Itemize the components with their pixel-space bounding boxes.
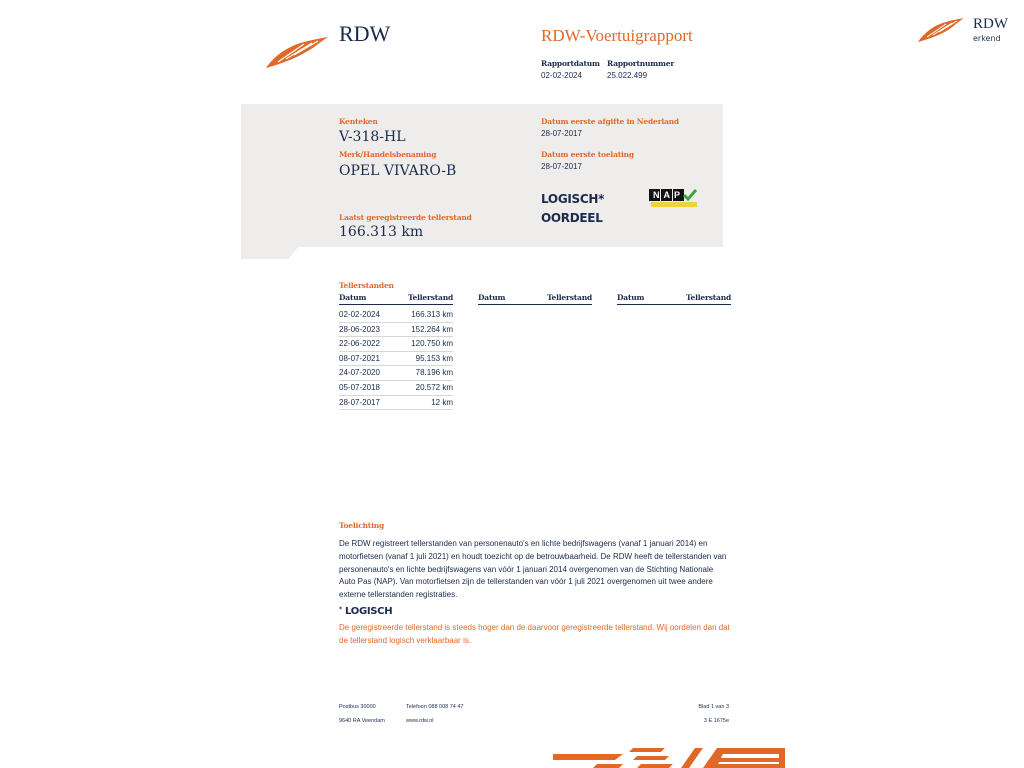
table-header bbox=[617, 293, 731, 305]
erkend-name: RDW bbox=[973, 16, 1008, 32]
logisch-star: * bbox=[339, 606, 342, 613]
stripes-graphic bbox=[553, 746, 785, 768]
report-title: RDW-Voertuigrapport bbox=[541, 26, 693, 45]
rdw-logo-text: RDW bbox=[339, 21, 391, 46]
erkend-sub: erkend bbox=[973, 34, 1001, 43]
oordeel-line2: OORDEEL bbox=[541, 211, 603, 225]
row-datum: 28-06-2023 bbox=[339, 324, 380, 334]
logisch-body: De geregistreerde tellerstand is steeds hoger dan de daarvoor geregistreerde tellerstand. Wij oordelen dan dat de tellerstand logisch verklaarbaar is. bbox=[339, 623, 730, 645]
footer-blad: Blad 1 van 3 bbox=[698, 704, 729, 710]
logisch-title: LOGISCH bbox=[345, 606, 393, 617]
row-tellerstand: 166.313 km bbox=[411, 310, 453, 319]
row-datum: 05-07-2018 bbox=[339, 382, 380, 392]
footer-website[interactable]: www.rdw.nl bbox=[406, 718, 434, 724]
toelichting-body: De RDW registreert tellerstanden van personenauto's en lichte bedrijfswagens (vanaf 1 januari 2014) en motorfietsen (vanaf 1 juli 2021) en houdt toezicht op de betrouwbaarheid. De RDW heeft de tellerstanden van personenauto's en lichte bedrijfswagens van vóór 1 januari 2014 overgenomen van de Stichting Nationale Auto Pas (NAP). Van motorfietsen zijn de tellerstanden van vóór 1 juli 2021 overgenomen uit twee andere externe tellerstanden registraties. bbox=[339, 539, 727, 600]
logisch-heading bbox=[339, 606, 392, 617]
merk-value: OPEL VIVARO-B bbox=[339, 163, 457, 179]
tellerstanden-table-1 bbox=[339, 293, 453, 410]
toelating-label: Datum eerste toelating bbox=[541, 150, 634, 159]
rapportnummer-value: 25.022.499 bbox=[607, 71, 648, 80]
row-tellerstand: 12 km bbox=[431, 397, 453, 407]
laatst-label: Laatst geregistreerde tellerstand bbox=[339, 213, 472, 222]
row-datum: 02-02-2024 bbox=[339, 310, 380, 319]
col-datum: Datum bbox=[478, 293, 506, 302]
tellerstanden-table-3 bbox=[617, 293, 731, 305]
footer-code: 3 E 1675e bbox=[703, 718, 729, 724]
row-tellerstand: 78.196 km bbox=[415, 368, 453, 378]
kenteken-value: V-318-HL bbox=[339, 129, 406, 145]
table-row bbox=[339, 396, 453, 411]
row-tellerstand: 20.572 km bbox=[415, 382, 453, 392]
toelichting-title: Toelichting bbox=[339, 521, 385, 530]
tellerstanden-title: Tellerstanden bbox=[339, 281, 394, 290]
rdw-feather-icon bbox=[264, 34, 330, 70]
row-datum: 22-06-2022 bbox=[339, 339, 380, 349]
kenteken-label: Kenteken bbox=[339, 117, 378, 126]
col-tellerstand: Tellerstand bbox=[547, 293, 592, 302]
col-tellerstand: Tellerstand bbox=[408, 293, 453, 302]
row-datum: 08-07-2021 bbox=[339, 353, 380, 363]
rapportnummer-label: Rapportnummer bbox=[607, 59, 675, 68]
oordeel-line1: LOGISCH* bbox=[541, 192, 605, 206]
rdw-erkend-feather-icon bbox=[916, 16, 966, 44]
col-datum: Datum bbox=[617, 293, 645, 302]
table-body bbox=[339, 308, 453, 410]
table-row bbox=[339, 323, 453, 338]
row-tellerstand: 120.750 km bbox=[411, 339, 453, 349]
row-tellerstand: 152.264 km bbox=[411, 324, 453, 334]
rdw-erkend-logo bbox=[916, 16, 1016, 46]
footer-telefoon: Telefoon 088 008 74 47 bbox=[406, 704, 464, 710]
nap-badge bbox=[649, 189, 697, 208]
afgifte-label: Datum eerste afgifte in Nederland bbox=[541, 117, 679, 126]
panel-tab bbox=[241, 246, 299, 259]
rapportdatum-label: Rapportdatum bbox=[541, 59, 600, 68]
laatst-value: 166.313 km bbox=[339, 224, 424, 240]
table-row bbox=[339, 366, 453, 381]
toelating-value: 28-07-2017 bbox=[541, 162, 582, 171]
table-header bbox=[478, 293, 592, 305]
table-row bbox=[339, 337, 453, 352]
table-row bbox=[339, 381, 453, 396]
footer-plaats: 9640 RA Veendam bbox=[339, 718, 385, 724]
footer-postbus: Postbus 30000 bbox=[339, 704, 376, 710]
table-row bbox=[339, 308, 453, 323]
table-header bbox=[339, 293, 453, 305]
rdw-logo bbox=[264, 34, 330, 70]
col-datum: Datum bbox=[339, 293, 367, 302]
afgifte-value: 28-07-2017 bbox=[541, 129, 582, 138]
merk-label: Merk/Handelsbenaming bbox=[339, 150, 437, 159]
nap-text: NAP bbox=[652, 190, 684, 200]
col-tellerstand: Tellerstand bbox=[686, 293, 731, 302]
table-row bbox=[339, 352, 453, 367]
row-datum: 28-07-2017 bbox=[339, 397, 380, 407]
row-datum: 24-07-2020 bbox=[339, 368, 380, 378]
decorative-stripes bbox=[553, 746, 785, 768]
row-tellerstand: 95.153 km bbox=[415, 353, 453, 363]
tellerstanden-table-2 bbox=[478, 293, 592, 305]
rapportdatum-value: 02-02-2024 bbox=[541, 71, 582, 80]
